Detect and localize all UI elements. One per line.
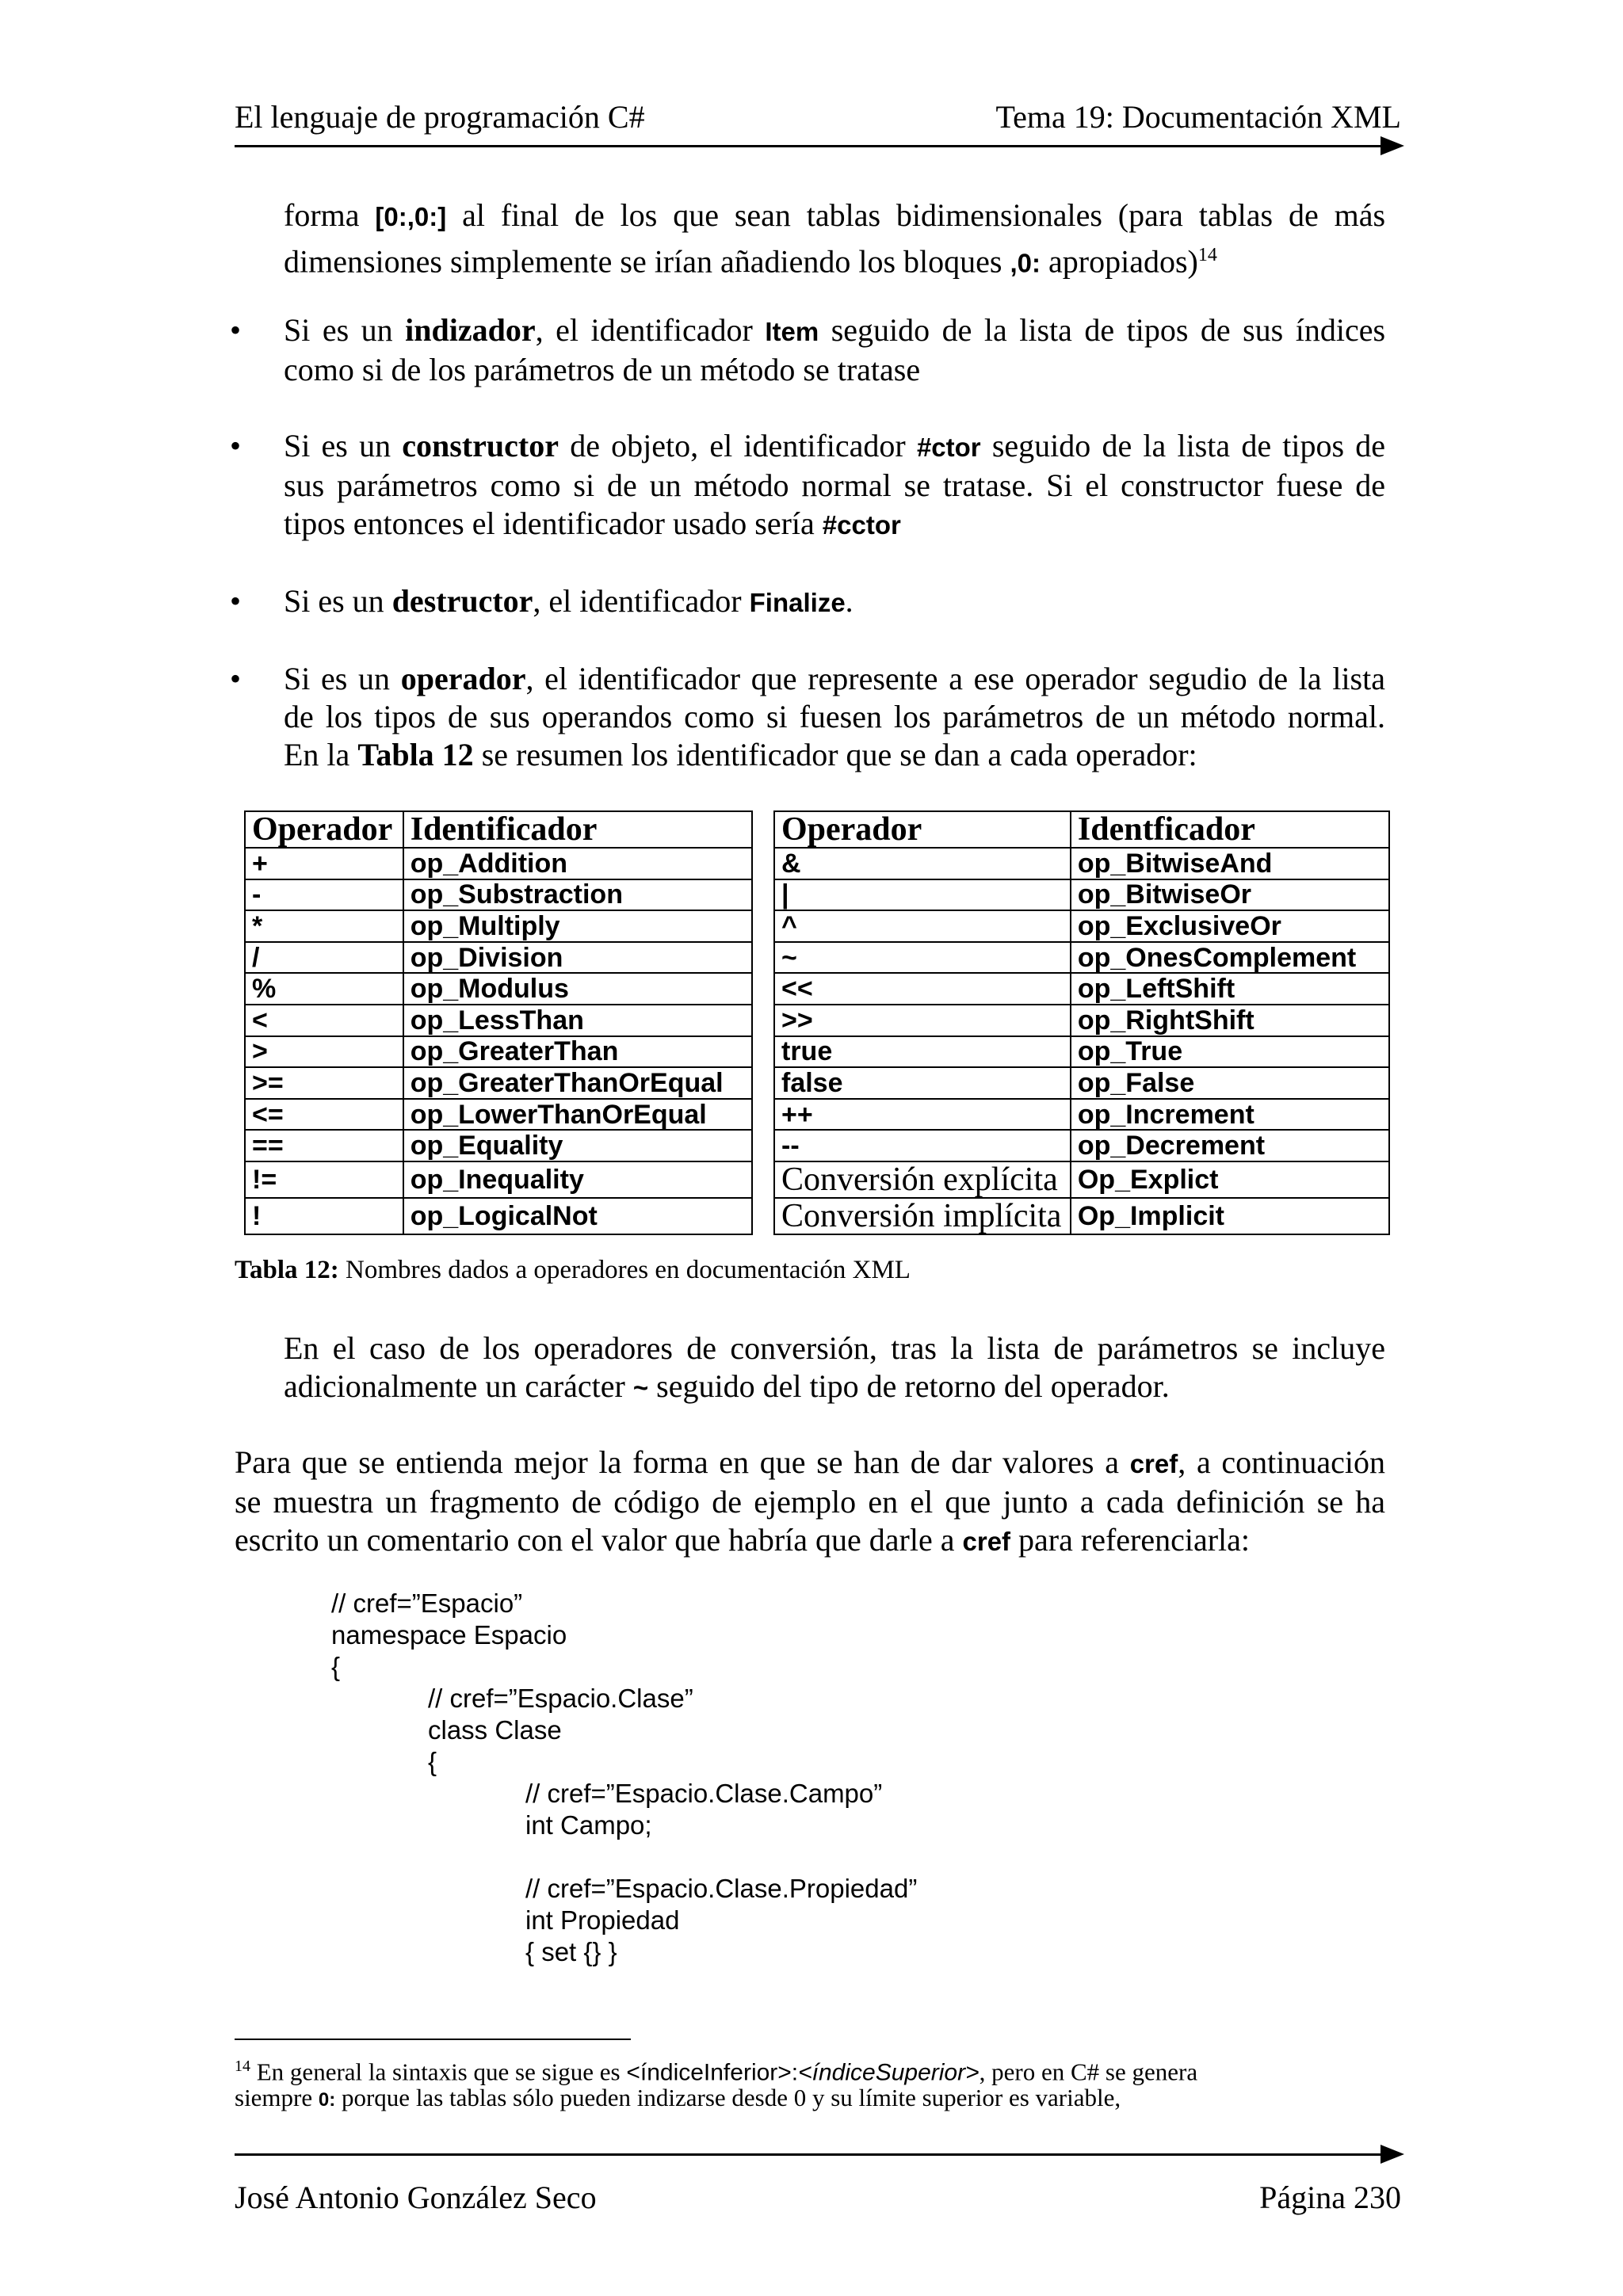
identifier-cell: op_LessThan [403,1005,752,1036]
table-header-cell: Identficador [1071,811,1389,848]
table-header-cell: Operador [774,811,1071,848]
table-row [774,879,1389,911]
table-row [774,1036,1389,1068]
table-row [774,942,1389,974]
code-line: class Clase [428,1715,562,1745]
code-line: namespace Espacio [331,1620,567,1650]
table-row [774,848,1389,879]
table-row [245,1067,752,1099]
footnote-line-2: siempre 0: porque las tablas sólo pueden indizarse desde 0 y su límite superior es variable, [235,2084,1121,2111]
table-row [774,1067,1389,1099]
table-row [245,1161,752,1198]
table-row [245,973,752,1005]
table-caption: Tabla 12: Nombres dados a operadores en documentación XML [235,1256,911,1284]
bullet-indizador: Si es un indizador, el identificador Item seguido de la lista de tipos de sus índices como si de los parámetros de un método se tratase [284,312,1386,387]
operator-cell: > [245,1036,403,1068]
identifier-cell: op_RightShift [1071,1005,1389,1036]
operator-cell: -- [774,1130,1071,1161]
table-row [774,1161,1389,1198]
footer-author: José Antonio González Seco [235,2180,597,2215]
table-row [774,973,1389,1005]
intro-paragraph: forma [0:,0:] al final de los que sean tablas bidimensionales (para tablas de más dimensiones simplemente se irían añadiendo los bloques ,0: apropiados)$^{14}$ [284,197,1386,280]
table-row [245,848,752,879]
table-row [245,1198,752,1234]
operator-cell: >> [774,1005,1071,1036]
table-row [774,1005,1389,1036]
identifier-cell: op_GreaterThanOrEqual [403,1067,752,1099]
operator-cell: >= [245,1067,403,1099]
table-row [245,1099,752,1131]
operator-cell: Conversión implícita [774,1198,1071,1234]
operator-cell: ^ [774,910,1071,942]
footnote-rule [235,2039,631,2040]
code-line: int Propiedad [525,1905,680,1935]
identifier-cell: op_BitwiseOr [1071,879,1389,911]
operator-cell: ~ [774,942,1071,974]
bullet-icon: • [230,312,242,348]
identifier-cell: op_Multiply [403,910,752,942]
operator-cell: - [245,879,403,911]
operator-cell: ++ [774,1099,1071,1131]
identifier-cell: op_False [1071,1067,1389,1099]
code-line: // cref=”Espacio” [331,1589,523,1618]
footer-rule [235,2153,1381,2156]
header-chapter: Tema 19: Documentación XML [995,99,1401,135]
table-row [774,1130,1389,1161]
identifier-cell: op_Increment [1071,1099,1389,1131]
identifier-cell: Op_Explict [1071,1161,1389,1198]
bullet-destructor: Si es un destructor, el identificador Finalize. [284,583,854,619]
bullet-icon: • [230,428,242,463]
identifier-cell: op_Addition [403,848,752,879]
code-line: // cref=”Espacio.Clase.Propiedad” [525,1874,918,1903]
operator-cell: <= [245,1099,403,1131]
identifier-cell: op_OnesComplement [1071,942,1389,974]
table-row [245,1036,752,1068]
code-line: { set {} } [525,1937,617,1966]
table-row [245,879,752,911]
code-line: { [331,1652,341,1681]
table-header-cell: Operador [245,811,403,848]
footnote: $^{14}$ En general la sintaxis que se sigue es <índiceInferior>:<índiceSuperior>, pero en C# se genera [235,2058,1198,2086]
identifier-cell: op_ExclusiveOr [1071,910,1389,942]
identifier-cell: op_Modulus [403,973,752,1005]
bullet-icon: • [230,583,242,619]
identifier-cell: op_GreaterThan [403,1036,752,1068]
cref-paragraph: Para que se entienda mejor la forma en que se han de dar valores a cref, a continuación se muestra un fragmento de código de ejemplo en el que junto a cada definición se ha escrito un comentario con el valor que habría que darle a cref para referenciarla: [235,1444,1386,1558]
table-row [774,1099,1389,1131]
identifier-cell: op_LowerThanOrEqual [403,1099,752,1131]
operator-cell: + [245,848,403,879]
code-line: // cref=”Espacio.Clase” [428,1684,693,1713]
table-header-cell: Identificador [403,811,752,848]
operator-cell: < [245,1005,403,1036]
identifier-cell: op_Substraction [403,879,752,911]
code-line: { [428,1747,437,1776]
operator-cell: & [774,848,1071,879]
code-line: int Campo; [525,1810,652,1840]
table-row [245,1130,752,1161]
operator-table-left [244,810,753,1235]
operator-cell: == [245,1130,403,1161]
conversion-paragraph: En el caso de los operadores de conversión, tras la lista de parámetros se incluye adicionalmente un carácter ~ seguido del tipo de retorno del operador. [284,1330,1385,1404]
operator-cell: true [774,1036,1071,1068]
identifier-cell: op_BitwiseAnd [1071,848,1389,879]
operator-cell: / [245,942,403,974]
table-row [245,1005,752,1036]
bullet-constructor: Si es un constructor de objeto, el identificador #ctor seguido de la lista de tipos de sus parámetros como si de un método normal se tratase. Si el constructor fuese de tipos entonces el identificador usado sería #cctor [284,428,1386,541]
table-row [774,1198,1389,1234]
operator-cell: % [245,973,403,1005]
header-title: El lenguaje de programación C# [235,99,645,135]
identifier-cell: op_Division [403,942,752,974]
table-row [774,910,1389,942]
code-line: // cref=”Espacio.Clase.Campo” [525,1779,883,1808]
header-arrow-icon [1381,136,1404,155]
page-number: Página 230 [1259,2180,1401,2215]
identifier-cell: op_LogicalNot [403,1198,752,1234]
operator-cell: ! [245,1198,403,1234]
identifier-cell: Op_Implicit [1071,1198,1389,1234]
table-row [245,910,752,942]
table-row [245,942,752,974]
operator-cell: << [774,973,1071,1005]
footer-arrow-icon [1381,2145,1404,2164]
identifier-cell: op_Decrement [1071,1130,1389,1161]
identifier-cell: op_True [1071,1036,1389,1068]
bullet-icon: • [230,661,242,696]
operator-cell: != [245,1161,403,1198]
bullet-operador: Si es un operador, el identificador que represente a ese operador segudio de la lista de los tipos de sus operandos como si fuesen los parámetros de un método normal. En la Tabla 12 se resumen los identificador que se dan a cada operador: [284,661,1385,772]
identifier-cell: op_Equality [403,1130,752,1161]
identifier-cell: op_Inequality [403,1161,752,1198]
operator-cell: | [774,879,1071,911]
header-rule [235,145,1381,147]
operator-cell: false [774,1067,1071,1099]
operator-table-right [773,810,1390,1235]
operator-cell: * [245,910,403,942]
identifier-cell: op_LeftShift [1071,973,1389,1005]
operator-cell: Conversión explícita [774,1161,1071,1198]
